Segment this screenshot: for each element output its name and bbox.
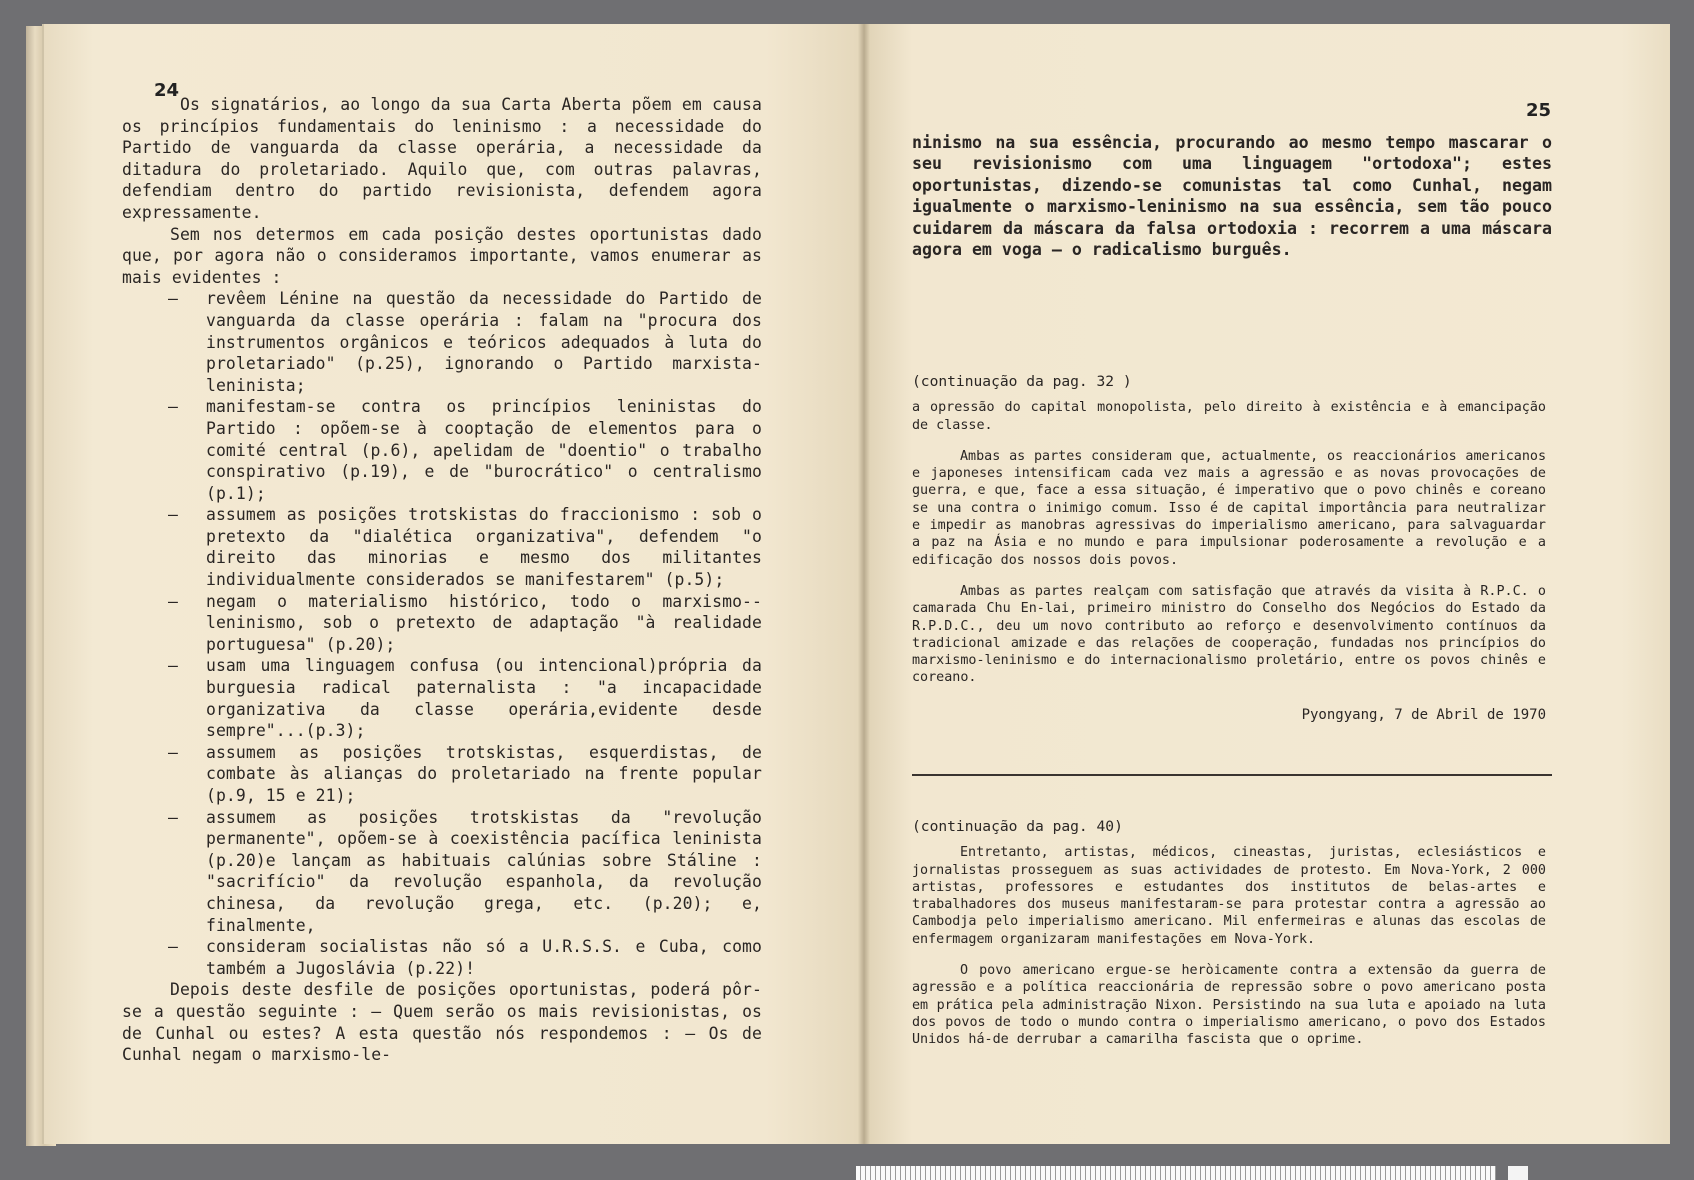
paragraph: a opressão do capital monopolista, pelo direito à existência e à emancipação de classe. — [912, 400, 1546, 433]
list-item — [168, 807, 762, 937]
continuation-block-32 — [912, 373, 1546, 724]
paragraph: Entretanto, artistas, médicos, cineastas, juristas, eclesiásticos e jornalistas prosseguem as suas actividades de protesto. Em Nova-York, 2 000 artistas, professores e estudantes dos institutos de belas-artes e trabalhadores dos museus manifestaram-se para protestar contra a agressão ao Cambodja pelo imperialismo americano. Mil enfermeiras e alunas das escolas de enfermagem organizaram manifestações em Nova-York. — [912, 845, 1546, 947]
page-number-left: 24 — [154, 80, 180, 101]
positions-list — [122, 288, 762, 979]
list-item-text: assumem as posições trotskistas do fraccionismo : sob o pretexto da "dialética organizativa", defendem "o direito das minorias e mesmo dos militantes individualmente considerados se manifestarem" (p.5); — [206, 505, 762, 590]
dash-marker: — — [168, 656, 178, 676]
dash-marker: — — [168, 807, 178, 827]
dash-marker: — — [168, 505, 178, 525]
left-page-text — [122, 94, 762, 1066]
list-item-text: usam uma linguagem confusa (ou intencional)própria da burguesia radical paternalista : "a incapacidade organizativa da classe operária,evidente desde sempre"...(p.3); — [206, 656, 762, 741]
dash-marker: — — [168, 742, 178, 762]
continuation-note: (continuação da pag. 40) — [912, 818, 1123, 835]
list-item — [168, 655, 762, 741]
paragraph-conclusion: Depois deste desfile de posições oportunistas, poderá pôr-se a questão seguinte : — Quem serão os mais revisionistas, os de Cunhal ou estes? A esta questão nós respondemos : — Os de Cunhal negam o marxismo-le- — [122, 980, 762, 1065]
continuation-note: (continuação da pag. 32 ) — [912, 373, 1132, 390]
paragraph-continuation: ninismo na sua essência, procurando ao mesmo tempo mascarar o seu revisionismo com uma linguagem "ortodoxa"; estes oportunistas, dizendo-se comunistas tal como Cunhal, negam igualmente o marxismo-leninismo na sua essência, sem tão pouco cuidarem da máscara da falsa ortodoxia : recorrem a uma máscara agora em voga — o radicalismo burguês. — [912, 133, 1552, 260]
right-page-lead-text — [912, 132, 1552, 260]
scale-ruler-end — [1508, 1166, 1528, 1180]
page-number-right: 25 — [1526, 100, 1552, 121]
list-item — [168, 591, 762, 656]
dash-marker: — — [168, 397, 178, 417]
paragraph-enumeration-lead: Sem nos determos em cada posição destes oportunistas dado que, por agora não o consideramos importante, vamos enumerar as mais evidentes : — [122, 224, 762, 287]
dash-marker: — — [168, 591, 178, 611]
list-item-text: negam o materialismo histórico, todo o marxismo--leninismo, sob o pretexto de adaptação "à realidade portuguesa" (p.20); — [206, 591, 762, 654]
continuation-block-40 — [912, 818, 1546, 1049]
signature-line: Pyongyang, 7 de Abril de 1970 — [1301, 706, 1546, 723]
divider-rule — [912, 774, 1552, 776]
list-item-text: revêem Lénine na questão da necessidade do Partido de vanguarda da classe operária : falam na "procura dos instrumentos orgânicos e teóricos adequados à luta do proletariado" (p.25), ignorando o Partido marxista-leninista; — [206, 289, 762, 395]
list-item-text: assumem as posições trotskistas, esquerdistas, de combate às alianças do proletariado na frente popular (p.9, 15 e 21); — [206, 742, 762, 805]
list-item-text: assumem as posições trotskistas da "revolução permanente", opõem-se à coexistência pacífica leninista (p.20)e lançam as habituais calúnias sobre Stáline : "sacrifício" da revolução espanhola, da revolução chinesa, da revolução grega, etc. (p.20); e, finalmente, — [206, 807, 762, 935]
paragraph: Ambas as partes realçam com satisfação que através da visita à R.P.C. o camarada Chu En-lai, primeiro ministro do Conselho dos Negócios do Estado da R.P.D.C., deu um novo contributo ao reforço e desenvolvimento contínuos da tradicional amizade e das relações de cooperação, fundadas nos princípios do marxismo-leninismo e do internacionalismo proletário, entre os povos chinês e coreano. — [912, 583, 1546, 686]
paragraph-intro: Os signatários, ao longo da sua Carta Aberta põem em causa os princípios fundamentais do leninismo : a necessidade do Partido de vanguarda da classe operária, a necessidade da ditadura do proletariado. Aquilo que, com outras palavras, defendiam dentro do partido revisionista, defendem agora expressamente. — [122, 95, 762, 222]
list-item — [168, 396, 762, 504]
list-item-text: consideram socialistas não só a U.R.S.S. e Cuba, como também a Jugoslávia (p.22)! — [206, 937, 762, 978]
scale-ruler — [856, 1166, 1496, 1180]
paragraph: O povo americano ergue-se heròicamente contra a extensão da guerra de agressão e a política reaccionária de repressão sobre o povo americano posta em prática pela administração Nixon. Persistindo na sua luta e apoiado na luta dos povos de todo o mundo contra o imperialismo americano, o povo dos Estados Unidos há-de derrubar a camarilha fascista que o oprime. — [912, 963, 1546, 1048]
list-item — [168, 742, 762, 807]
paragraph: Ambas as partes consideram que, actualmente, os reaccionários americanos e japoneses intensificam cada vez mais a agressão e as novas provocações de guerra, e que, face a essa situação, é imperativo que o povo chinês e coreano se una contra o inimigo comum. Isso é de capital importância para neutralizar e impedir as manobras agressivas do imperialismo americano, para salvaguardar a paz na Ásia e no mundo e para impulsionar poderosamente a revolução e a edificação dos nossos dois povos. — [912, 448, 1546, 568]
list-item — [168, 936, 762, 979]
dash-marker: — — [168, 937, 178, 957]
list-item-text: manifestam-se contra os princípios leninistas do Partido : opõem-se à cooptação de elementos para o comité central (p.6), apelidam de "doentio" o trabalho conspirativo (p.19), e de "burocrático" o centralismo (p.1); — [206, 397, 762, 503]
list-item — [168, 504, 762, 590]
book-gutter — [858, 24, 870, 1144]
dash-marker: — — [168, 289, 178, 309]
list-item — [168, 288, 762, 396]
